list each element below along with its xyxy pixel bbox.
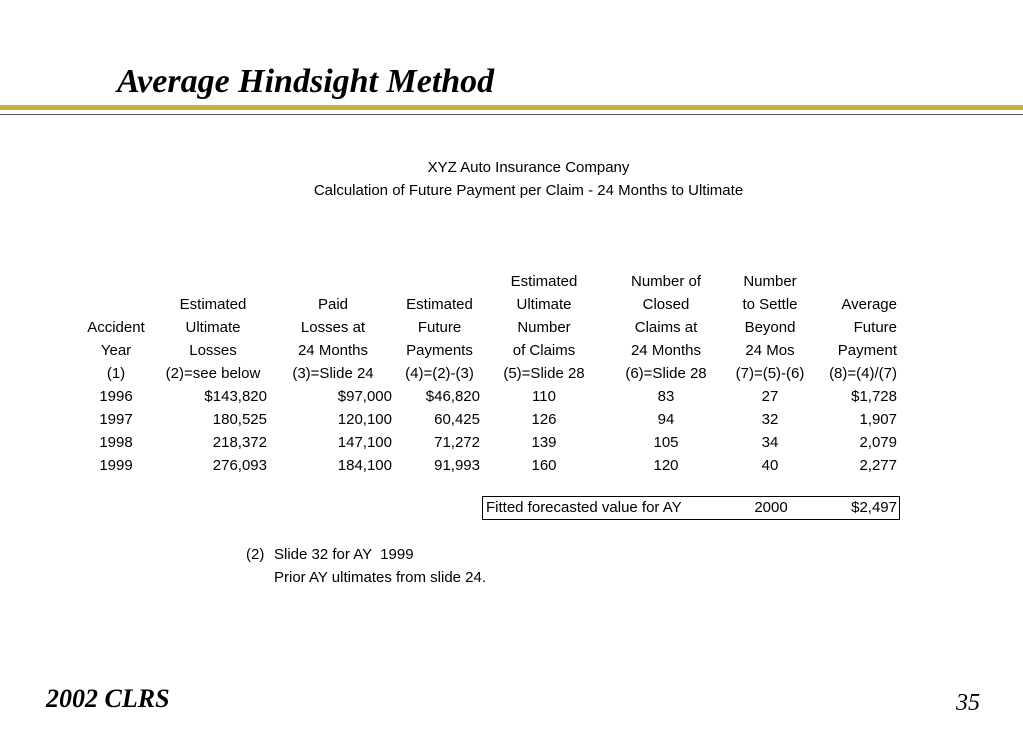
column-closed-claims	[614, 270, 718, 477]
table-cell: 139	[531, 434, 557, 451]
slide-page-number: 35	[956, 690, 980, 716]
column-ref: (4)=(2)-(3)	[405, 365, 474, 382]
table-cell: 147,100	[337, 434, 392, 451]
header-line: 24 Months	[630, 342, 702, 359]
column-ref: (2)=see below	[165, 365, 261, 382]
table-cell: 71,272	[434, 434, 480, 451]
title-gold-rule	[0, 105, 1023, 110]
table-cell: 184,100	[337, 457, 392, 474]
header-line	[282, 270, 384, 293]
header-line	[80, 270, 152, 293]
column-estimated-ultimate-losses-header	[155, 270, 271, 385]
column-paid-losses-values	[282, 385, 392, 477]
table-cell: 105	[653, 434, 679, 451]
table-cell: 2,079	[859, 434, 897, 451]
column-estimated-future-payments-values	[396, 385, 480, 477]
header-line: 24 Months	[297, 342, 369, 359]
column-ref: (1)	[106, 365, 126, 382]
table-cell: $1,728	[851, 388, 897, 405]
header-line: Losses at	[300, 319, 366, 336]
note-number: (2)	[246, 546, 265, 563]
table-cell: $143,820	[204, 388, 267, 405]
header-line: Accident	[87, 319, 145, 336]
table-cell: 91,993	[434, 457, 480, 474]
column-estimated-future-payments-header	[396, 270, 483, 385]
table-cell: 34	[761, 434, 779, 451]
fitted-forecast-label: Fitted forecasted value for AY	[486, 499, 682, 516]
header-line: Number	[743, 273, 797, 290]
column-ref: (8)=(4)/(7)	[829, 365, 897, 382]
column-ref: (6)=Slide 28	[625, 365, 707, 382]
table-cell: 1996	[99, 388, 133, 405]
header-line: Closed	[642, 296, 690, 313]
header-line: Beyond	[744, 319, 796, 336]
header-line: Future	[853, 319, 897, 336]
header-line	[80, 293, 152, 316]
header-line	[812, 270, 897, 293]
column-paid-losses-header	[282, 270, 384, 385]
column-ref: (3)=Slide 24	[292, 365, 374, 382]
table-cell: 1,907	[859, 411, 897, 428]
header-line: Number of	[630, 273, 702, 290]
header-line	[396, 270, 483, 293]
header-line: Estimated	[510, 273, 578, 290]
header-line: Year	[100, 342, 132, 359]
table-cell: 126	[531, 411, 557, 428]
table-cell: 1997	[99, 411, 133, 428]
table-cell: 27	[761, 388, 779, 405]
table-cell: $46,820	[425, 388, 480, 405]
column-estimated-ultimate-claims	[492, 270, 596, 477]
fitted-forecast-value: $2,497	[851, 499, 897, 516]
table-cell: 276,093	[212, 457, 267, 474]
header-line: Ultimate	[185, 319, 241, 336]
column-accident-year	[80, 270, 152, 477]
column-estimated-ultimate-losses-values	[155, 385, 267, 477]
header-line: Future	[417, 319, 462, 336]
column-ref: (7)=(5)-(6)	[735, 365, 805, 382]
column-average-future-payment	[812, 270, 897, 477]
table-subtitle: Calculation of Future Payment per Claim - 24 Months to Ultimate	[313, 182, 744, 199]
table-cell: 1998	[99, 434, 133, 451]
table-cell: 160	[531, 457, 557, 474]
table-cell: 1999	[99, 457, 133, 474]
table-cell: 2,277	[859, 457, 897, 474]
header-line: Payments	[406, 342, 473, 359]
table-cell: 32	[761, 411, 779, 428]
header-line: Estimated	[406, 296, 473, 313]
note-line-2: Prior AY ultimates from slide 24.	[274, 569, 487, 586]
note-line-1: Slide 32 for AY 1999	[274, 546, 414, 563]
header-line: Ultimate	[516, 296, 572, 313]
slide-title: Average Hindsight Method	[117, 63, 495, 100]
table-cell: 180,525	[212, 411, 267, 428]
table-cell: 120	[653, 457, 679, 474]
header-line: Claims at	[634, 319, 698, 336]
header-line: 24 Mos	[745, 342, 795, 359]
header-line: to Settle	[742, 296, 798, 313]
footer-event-label: 2002 CLRS	[46, 684, 170, 713]
header-line: Losses	[189, 342, 237, 359]
header-line: of Claims	[512, 342, 576, 359]
column-ref: (5)=Slide 28	[503, 365, 585, 382]
table-cell: 218,372	[212, 434, 267, 451]
table-cell: 120,100	[337, 411, 392, 428]
header-line: Number	[517, 319, 571, 336]
fitted-forecast-year: 2000	[754, 499, 788, 516]
column-to-settle	[728, 270, 812, 477]
table-cell: $97,000	[337, 388, 392, 405]
header-line	[155, 270, 271, 293]
header-line: Average	[841, 296, 897, 313]
header-line: Estimated	[179, 296, 247, 313]
header-line: Paid	[317, 296, 349, 313]
table-cell: 94	[657, 411, 675, 428]
header-line: Payment	[837, 342, 897, 359]
table-cell: 83	[657, 388, 675, 405]
title-thin-rule	[0, 114, 1023, 115]
table-cell: 60,425	[434, 411, 480, 428]
company-name: XYZ Auto Insurance Company	[427, 159, 630, 176]
table-cell: 40	[761, 457, 779, 474]
table-cell: 110	[532, 388, 556, 405]
